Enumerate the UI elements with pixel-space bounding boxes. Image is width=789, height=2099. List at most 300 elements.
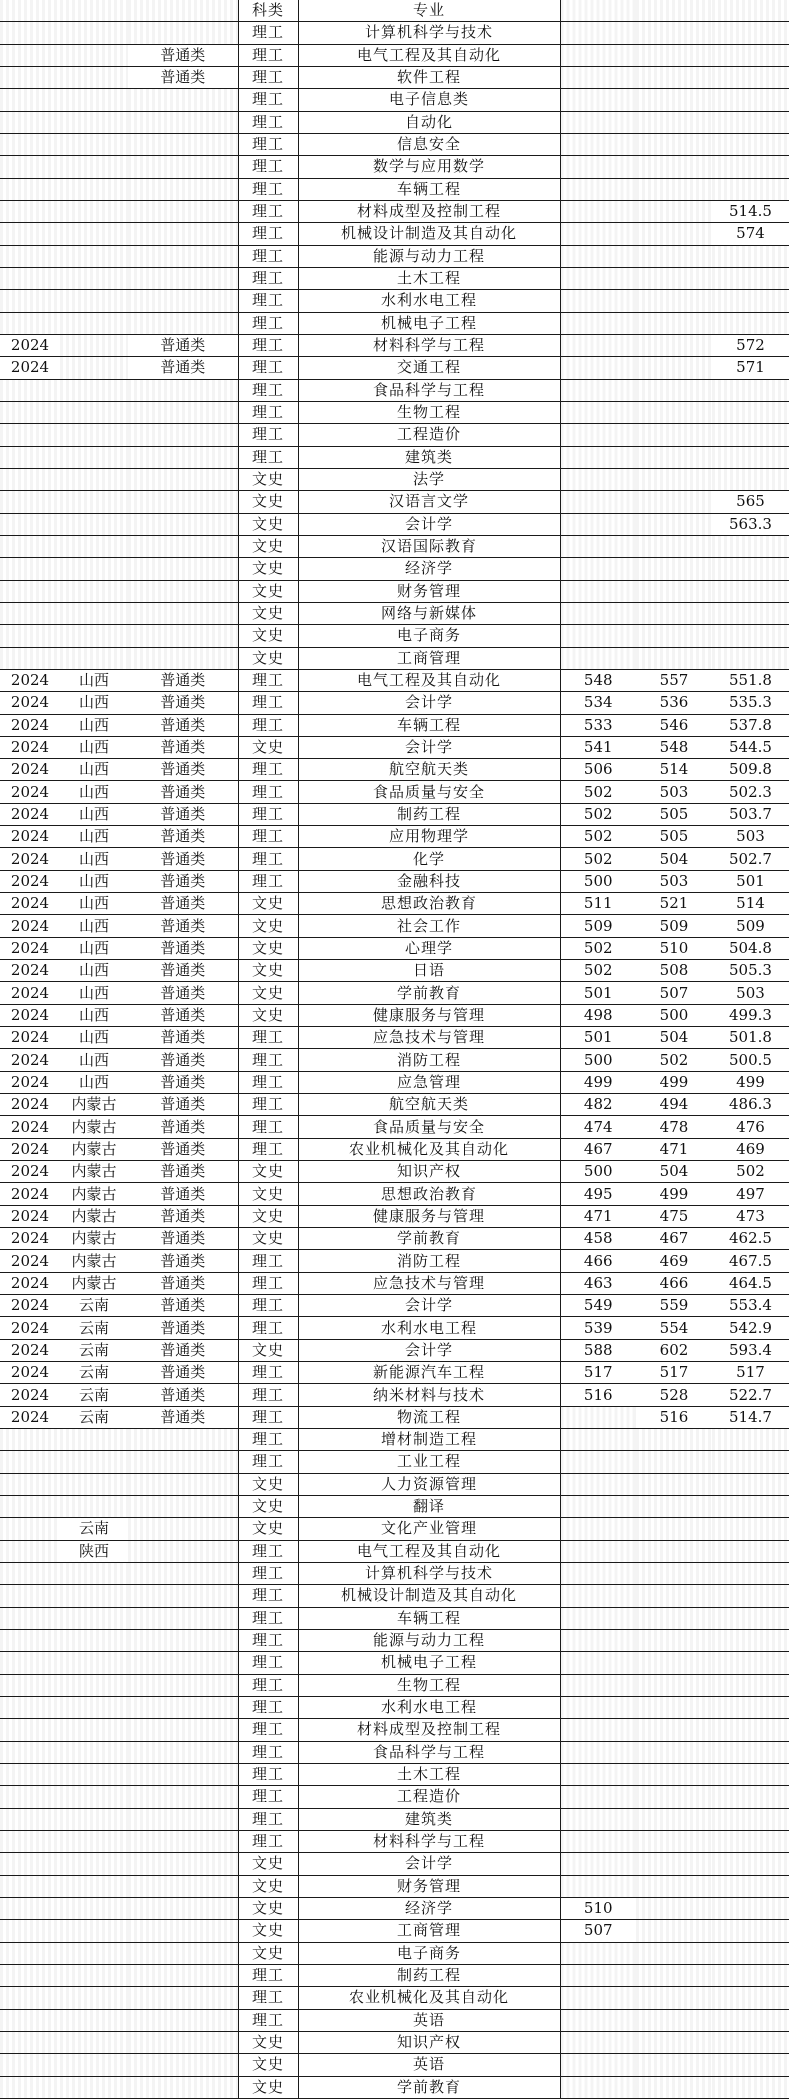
cell-year bbox=[0, 491, 60, 513]
cell-province bbox=[60, 2076, 128, 2098]
cell-year bbox=[0, 1473, 60, 1495]
cell-province bbox=[60, 290, 128, 312]
cell-type: 普通类 bbox=[128, 1272, 238, 1294]
cell-type: 普通类 bbox=[128, 982, 238, 1004]
table-row bbox=[0, 491, 789, 513]
cell-major: 工商管理 bbox=[298, 1920, 560, 1942]
cell-avg: 486.3 bbox=[712, 1094, 789, 1116]
cell-major: 汉语国际教育 bbox=[298, 535, 560, 557]
cell-max bbox=[636, 1853, 712, 1875]
cell-year: 2024 bbox=[0, 1049, 60, 1071]
cell-kelei: 理工 bbox=[238, 1451, 298, 1473]
cell-kelei: 理工 bbox=[238, 759, 298, 781]
cell-min bbox=[560, 1964, 636, 1986]
cell-min: 466 bbox=[560, 1250, 636, 1272]
cell-kelei: 理工 bbox=[238, 1674, 298, 1696]
cell-avg bbox=[712, 1853, 789, 1875]
table-row bbox=[0, 736, 789, 758]
cell-max bbox=[636, 267, 712, 289]
table-row bbox=[0, 1585, 789, 1607]
table-row bbox=[0, 1942, 789, 1964]
cell-year bbox=[0, 66, 60, 88]
cell-province bbox=[60, 580, 128, 602]
cell-type bbox=[128, 245, 238, 267]
cell-avg bbox=[712, 1696, 789, 1718]
cell-max: 504 bbox=[636, 848, 712, 870]
cell-year bbox=[0, 1540, 60, 1562]
cell-type: 普通类 bbox=[128, 937, 238, 959]
table-row bbox=[0, 1674, 789, 1696]
table-row bbox=[0, 156, 789, 178]
cell-min bbox=[560, 2009, 636, 2031]
cell-min: 541 bbox=[560, 736, 636, 758]
cell-kelei: 理工 bbox=[238, 312, 298, 334]
table-row bbox=[0, 1250, 789, 1272]
table-row bbox=[0, 870, 789, 892]
table-row bbox=[0, 759, 789, 781]
cell-kelei: 理工 bbox=[238, 1719, 298, 1741]
cell-province: 山西 bbox=[60, 937, 128, 959]
cell-major: 翻译 bbox=[298, 1495, 560, 1517]
cell-province bbox=[60, 1652, 128, 1674]
cell-major: 电气工程及其自动化 bbox=[298, 669, 560, 691]
cell-avg: 535.3 bbox=[712, 692, 789, 714]
cell-max bbox=[636, 625, 712, 647]
cell-kelei: 理工 bbox=[238, 22, 298, 44]
table-row bbox=[0, 1116, 789, 1138]
cell-kelei: 理工 bbox=[238, 669, 298, 691]
cell-min bbox=[560, 1473, 636, 1495]
table-row bbox=[0, 1138, 789, 1160]
cell-type: 普通类 bbox=[128, 1161, 238, 1183]
cell-min: 467 bbox=[560, 1138, 636, 1160]
cell-type bbox=[128, 111, 238, 133]
cell-major: 经济学 bbox=[298, 558, 560, 580]
cell-year bbox=[0, 468, 60, 490]
table-row bbox=[0, 1228, 789, 1250]
cell-year: 2024 bbox=[0, 893, 60, 915]
cell-type bbox=[128, 1540, 238, 1562]
cell-year bbox=[0, 22, 60, 44]
cell-year bbox=[0, 111, 60, 133]
cell-max bbox=[636, 245, 712, 267]
cell-avg: 571 bbox=[712, 357, 789, 379]
cell-min bbox=[560, 1853, 636, 1875]
cell-major: 材料成型及控制工程 bbox=[298, 200, 560, 222]
cell-major: 电子商务 bbox=[298, 1942, 560, 1964]
cell-year bbox=[0, 44, 60, 66]
cell-kelei: 文史 bbox=[238, 1183, 298, 1205]
cell-year bbox=[0, 1429, 60, 1451]
cell-year: 2024 bbox=[0, 1339, 60, 1361]
cell-year: 2024 bbox=[0, 714, 60, 736]
cell-year bbox=[0, 133, 60, 155]
table-row bbox=[0, 312, 789, 334]
cell-province bbox=[60, 133, 128, 155]
cell-kelei: 文史 bbox=[238, 1942, 298, 1964]
cell-min: 511 bbox=[560, 893, 636, 915]
cell-major: 计算机科学与技术 bbox=[298, 1562, 560, 1584]
cell-major: 人力资源管理 bbox=[298, 1473, 560, 1495]
cell-kelei: 理工 bbox=[238, 89, 298, 111]
cell-province bbox=[60, 647, 128, 669]
cell-year bbox=[0, 2009, 60, 2031]
cell-max: 546 bbox=[636, 714, 712, 736]
cell-type bbox=[128, 1741, 238, 1763]
cell-type bbox=[128, 200, 238, 222]
table-row bbox=[0, 424, 789, 446]
cell-province bbox=[60, 111, 128, 133]
cell-province bbox=[60, 1808, 128, 1830]
cell-major: 车辆工程 bbox=[298, 1607, 560, 1629]
cell-province bbox=[60, 602, 128, 624]
cell-type bbox=[128, 2054, 238, 2076]
cell-province: 内蒙古 bbox=[60, 1250, 128, 1272]
cell-avg bbox=[712, 1897, 789, 1919]
cell-major: 材料科学与工程 bbox=[298, 334, 560, 356]
cell-year bbox=[0, 1585, 60, 1607]
cell-major: 信息安全 bbox=[298, 133, 560, 155]
table-row bbox=[0, 1652, 789, 1674]
cell-province bbox=[60, 1987, 128, 2009]
cell-major: 航空航天类 bbox=[298, 759, 560, 781]
cell-min bbox=[560, 446, 636, 468]
cell-kelei: 文史 bbox=[238, 960, 298, 982]
table-row bbox=[0, 2076, 789, 2098]
cell-avg bbox=[712, 2076, 789, 2098]
cell-province bbox=[60, 223, 128, 245]
cell-major: 能源与动力工程 bbox=[298, 1629, 560, 1651]
table-row bbox=[0, 625, 789, 647]
cell-avg: 499 bbox=[712, 1071, 789, 1093]
cell-avg bbox=[712, 1473, 789, 1495]
cell-max bbox=[636, 1920, 712, 1942]
cell-min bbox=[560, 1763, 636, 1785]
cell-min bbox=[560, 267, 636, 289]
cell-kelei: 理工 bbox=[238, 446, 298, 468]
cell-max: 508 bbox=[636, 960, 712, 982]
cell-kelei: 文史 bbox=[238, 647, 298, 669]
cell-avg: 504.8 bbox=[712, 937, 789, 959]
cell-kelei: 文史 bbox=[238, 491, 298, 513]
cell-max bbox=[636, 1607, 712, 1629]
cell-major: 自动化 bbox=[298, 111, 560, 133]
cell-type bbox=[128, 178, 238, 200]
cell-province bbox=[60, 1696, 128, 1718]
cell-avg bbox=[712, 2054, 789, 2076]
cell-max bbox=[636, 602, 712, 624]
cell-max: 510 bbox=[636, 937, 712, 959]
cell-min bbox=[560, 89, 636, 111]
cell-max bbox=[636, 66, 712, 88]
cell-kelei: 文史 bbox=[238, 535, 298, 557]
cell-major: 会计学 bbox=[298, 1853, 560, 1875]
cell-province: 山西 bbox=[60, 714, 128, 736]
cell-province bbox=[60, 2009, 128, 2031]
cell-min: 507 bbox=[560, 1920, 636, 1942]
cell-year: 2024 bbox=[0, 1094, 60, 1116]
header-cell-type bbox=[128, 0, 238, 22]
cell-min bbox=[560, 156, 636, 178]
cell-min: 501 bbox=[560, 1027, 636, 1049]
cell-year bbox=[0, 312, 60, 334]
cell-max: 466 bbox=[636, 1272, 712, 1294]
cell-avg bbox=[712, 1786, 789, 1808]
cell-avg bbox=[712, 178, 789, 200]
cell-major: 计算机科学与技术 bbox=[298, 22, 560, 44]
cell-year bbox=[0, 1518, 60, 1540]
cell-avg: 503 bbox=[712, 826, 789, 848]
cell-min bbox=[560, 357, 636, 379]
table-row bbox=[0, 1875, 789, 1897]
cell-province bbox=[60, 1942, 128, 1964]
cell-avg: 502.3 bbox=[712, 781, 789, 803]
header-cell-province bbox=[60, 0, 128, 22]
cell-type bbox=[128, 424, 238, 446]
header-row bbox=[0, 0, 789, 22]
cell-year bbox=[0, 1853, 60, 1875]
cell-year bbox=[0, 602, 60, 624]
cell-kelei: 理工 bbox=[238, 781, 298, 803]
cell-max: 548 bbox=[636, 736, 712, 758]
cell-min bbox=[560, 1987, 636, 2009]
cell-min bbox=[560, 1451, 636, 1473]
cell-max bbox=[636, 1585, 712, 1607]
cell-avg bbox=[712, 1741, 789, 1763]
cell-max bbox=[636, 2054, 712, 2076]
cell-major: 建筑类 bbox=[298, 446, 560, 468]
cell-min: 516 bbox=[560, 1384, 636, 1406]
cell-avg bbox=[712, 111, 789, 133]
cell-major: 工程造价 bbox=[298, 1786, 560, 1808]
cell-province: 山西 bbox=[60, 736, 128, 758]
cell-max bbox=[636, 446, 712, 468]
cell-province bbox=[60, 1562, 128, 1584]
cell-type: 普通类 bbox=[128, 1004, 238, 1026]
cell-type bbox=[128, 491, 238, 513]
cell-max bbox=[636, 491, 712, 513]
cell-province: 山西 bbox=[60, 982, 128, 1004]
cell-max: 507 bbox=[636, 982, 712, 1004]
table-row bbox=[0, 669, 789, 691]
cell-major: 土木工程 bbox=[298, 267, 560, 289]
cell-type bbox=[128, 1853, 238, 1875]
cell-min: 458 bbox=[560, 1228, 636, 1250]
cell-kelei: 理工 bbox=[238, 1406, 298, 1428]
cell-type bbox=[128, 2076, 238, 2098]
cell-year bbox=[0, 401, 60, 423]
table-row bbox=[0, 1049, 789, 1071]
cell-year bbox=[0, 1786, 60, 1808]
table-row bbox=[0, 1495, 789, 1517]
cell-type bbox=[128, 401, 238, 423]
cell-max: 469 bbox=[636, 1250, 712, 1272]
cell-province bbox=[60, 1585, 128, 1607]
cell-type bbox=[128, 468, 238, 490]
cell-kelei: 理工 bbox=[238, 1116, 298, 1138]
cell-year bbox=[0, 290, 60, 312]
cell-max: 554 bbox=[636, 1317, 712, 1339]
cell-max bbox=[636, 1429, 712, 1451]
cell-province: 山西 bbox=[60, 781, 128, 803]
cell-max bbox=[636, 1763, 712, 1785]
cell-year: 2024 bbox=[0, 915, 60, 937]
cell-kelei: 文史 bbox=[238, 736, 298, 758]
cell-province bbox=[60, 178, 128, 200]
cell-kelei: 文史 bbox=[238, 1339, 298, 1361]
table-row bbox=[0, 692, 789, 714]
cell-year bbox=[0, 1763, 60, 1785]
table-row bbox=[0, 133, 789, 155]
cell-province bbox=[60, 558, 128, 580]
table-row bbox=[0, 781, 789, 803]
cell-type bbox=[128, 647, 238, 669]
cell-type bbox=[128, 1920, 238, 1942]
cell-province bbox=[60, 1763, 128, 1785]
cell-kelei: 文史 bbox=[238, 937, 298, 959]
table-row bbox=[0, 1384, 789, 1406]
cell-min bbox=[560, 580, 636, 602]
cell-kelei: 理工 bbox=[238, 223, 298, 245]
cell-avg bbox=[712, 44, 789, 66]
cell-kelei: 文史 bbox=[238, 468, 298, 490]
table-row bbox=[0, 1897, 789, 1919]
cell-major: 食品质量与安全 bbox=[298, 781, 560, 803]
cell-province bbox=[60, 267, 128, 289]
header-cell-avg bbox=[712, 0, 789, 22]
cell-type bbox=[128, 558, 238, 580]
cell-kelei: 理工 bbox=[238, 44, 298, 66]
cell-type bbox=[128, 1719, 238, 1741]
cell-type bbox=[128, 1696, 238, 1718]
cell-province bbox=[60, 2031, 128, 2053]
cell-kelei: 理工 bbox=[238, 401, 298, 423]
cell-max bbox=[636, 1674, 712, 1696]
table-row bbox=[0, 401, 789, 423]
cell-province: 内蒙古 bbox=[60, 1161, 128, 1183]
cell-major: 材料成型及控制工程 bbox=[298, 1719, 560, 1741]
cell-kelei: 文史 bbox=[238, 625, 298, 647]
cell-type: 普通类 bbox=[128, 1317, 238, 1339]
cell-year bbox=[0, 1942, 60, 1964]
cell-province: 云南 bbox=[60, 1362, 128, 1384]
table-row bbox=[0, 1920, 789, 1942]
cell-province: 内蒙古 bbox=[60, 1116, 128, 1138]
cell-year: 2024 bbox=[0, 937, 60, 959]
cell-province bbox=[60, 156, 128, 178]
table-row bbox=[0, 1540, 789, 1562]
cell-province: 云南 bbox=[60, 1339, 128, 1361]
cell-avg bbox=[712, 1808, 789, 1830]
cell-kelei: 理工 bbox=[238, 245, 298, 267]
cell-major: 航空航天类 bbox=[298, 1094, 560, 1116]
cell-year: 2024 bbox=[0, 826, 60, 848]
cell-year bbox=[0, 1719, 60, 1741]
cell-max bbox=[636, 1875, 712, 1897]
table-row bbox=[0, 1696, 789, 1718]
cell-type: 普通类 bbox=[128, 736, 238, 758]
cell-avg bbox=[712, 22, 789, 44]
cell-min: 502 bbox=[560, 937, 636, 959]
cell-year: 2024 bbox=[0, 1138, 60, 1160]
table-row bbox=[0, 468, 789, 490]
cell-min: 474 bbox=[560, 1116, 636, 1138]
cell-avg bbox=[712, 1987, 789, 2009]
table-row bbox=[0, 1451, 789, 1473]
cell-max bbox=[636, 1495, 712, 1517]
cell-type: 普通类 bbox=[128, 1339, 238, 1361]
table-row bbox=[0, 937, 789, 959]
cell-major: 应急技术与管理 bbox=[298, 1272, 560, 1294]
cell-province bbox=[60, 491, 128, 513]
cell-avg: 563.3 bbox=[712, 513, 789, 535]
cell-kelei: 理工 bbox=[238, 1987, 298, 2009]
cell-type: 普通类 bbox=[128, 1295, 238, 1317]
cell-avg bbox=[712, 312, 789, 334]
table-row bbox=[0, 647, 789, 669]
cell-kelei: 文史 bbox=[238, 915, 298, 937]
cell-avg bbox=[712, 401, 789, 423]
cell-kelei: 文史 bbox=[238, 982, 298, 1004]
cell-avg bbox=[712, 647, 789, 669]
cell-min bbox=[560, 1741, 636, 1763]
cell-year bbox=[0, 1562, 60, 1584]
cell-min: 498 bbox=[560, 1004, 636, 1026]
cell-year bbox=[0, 2076, 60, 2098]
cell-type: 普通类 bbox=[128, 714, 238, 736]
cell-type bbox=[128, 1875, 238, 1897]
cell-kelei: 文史 bbox=[238, 1205, 298, 1227]
cell-major: 健康服务与管理 bbox=[298, 1004, 560, 1026]
cell-avg bbox=[712, 580, 789, 602]
cell-year: 2024 bbox=[0, 1183, 60, 1205]
cell-max bbox=[636, 558, 712, 580]
cell-province: 山西 bbox=[60, 960, 128, 982]
cell-avg: 551.8 bbox=[712, 669, 789, 691]
cell-avg bbox=[712, 379, 789, 401]
cell-year: 2024 bbox=[0, 357, 60, 379]
cell-min bbox=[560, 290, 636, 312]
cell-type: 普通类 bbox=[128, 692, 238, 714]
cell-type: 普通类 bbox=[128, 803, 238, 825]
cell-kelei: 理工 bbox=[238, 1429, 298, 1451]
cell-kelei: 理工 bbox=[238, 111, 298, 133]
cell-avg: 473 bbox=[712, 1205, 789, 1227]
cell-province bbox=[60, 513, 128, 535]
cell-major: 学前教育 bbox=[298, 1228, 560, 1250]
cell-major: 食品质量与安全 bbox=[298, 1116, 560, 1138]
cell-kelei: 理工 bbox=[238, 1250, 298, 1272]
cell-major: 交通工程 bbox=[298, 357, 560, 379]
table-row bbox=[0, 1161, 789, 1183]
cell-kelei: 理工 bbox=[238, 290, 298, 312]
cell-type: 普通类 bbox=[128, 1027, 238, 1049]
cell-kelei: 文史 bbox=[238, 1875, 298, 1897]
cell-major: 食品科学与工程 bbox=[298, 1741, 560, 1763]
cell-max bbox=[636, 1629, 712, 1651]
table-row bbox=[0, 1362, 789, 1384]
cell-type bbox=[128, 1897, 238, 1919]
cell-major: 文化产业管理 bbox=[298, 1518, 560, 1540]
cell-major: 电气工程及其自动化 bbox=[298, 44, 560, 66]
cell-min bbox=[560, 66, 636, 88]
cell-max bbox=[636, 178, 712, 200]
table-row bbox=[0, 1071, 789, 1093]
cell-type: 普通类 bbox=[128, 1138, 238, 1160]
cell-year: 2024 bbox=[0, 736, 60, 758]
cell-year bbox=[0, 424, 60, 446]
cell-major: 知识产权 bbox=[298, 1161, 560, 1183]
